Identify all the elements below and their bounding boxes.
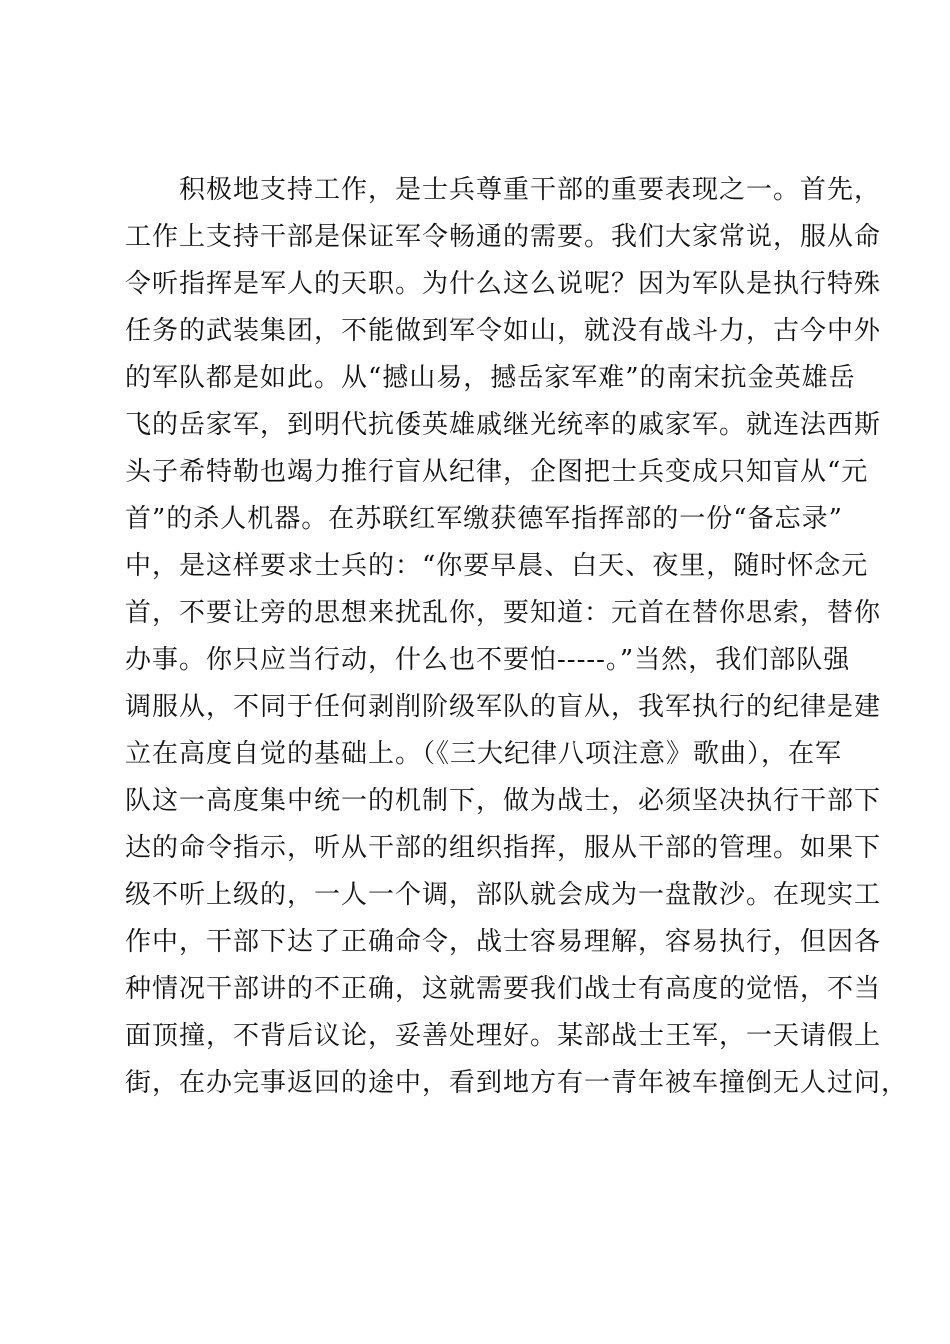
text-line: 中，是这样要求士兵的：“你要早晨、白天、夜里，随时怀念元 <box>125 551 869 581</box>
body-paragraph <box>125 167 909 1107</box>
text-line: 队这一高度集中统一的机制下，做为战士，必须坚决执行干部下 <box>125 786 882 816</box>
text-line: 积极地支持工作，是士兵尊重干部的重要表现之一。首先， <box>179 175 882 205</box>
text-line: 面顶撞，不背后议论，妥善处理好。某部战士王军，一天请假上 <box>125 1021 882 1051</box>
text-line: 的军队都是如此。从“撼山易，撼岳家军难”的南宋抗金英雄岳 <box>125 363 856 393</box>
text-line: 令听指挥是军人的天职。为什么这么说呢？因为军队是执行特殊 <box>125 269 882 299</box>
text-line: 作中，干部下达了正确命令，战士容易理解，容易执行，但因各 <box>125 927 882 957</box>
text-line: 首”的杀人机器。在苏联红军缴获德军指挥部的一份“备忘录” <box>125 504 843 534</box>
text-line: 种情况干部讲的不正确，这就需要我们战士有高度的觉悟，不当 <box>125 974 882 1004</box>
text-line: 级不听上级的，一人一个调，部队就会成为一盘散沙。在现实工 <box>125 880 882 910</box>
text-line: 任务的武装集团，不能做到军令如山，就没有战斗力，古今中外 <box>125 316 882 346</box>
text-line: 调服从，不同于任何剥削阶级军队的盲从，我军执行的纪律是建 <box>125 692 882 722</box>
text-line: 街，在办完事返回的途中，看到地方有一青年被车撞倒无人过问， <box>125 1068 909 1098</box>
text-line: 办事。你只应当行动，什么也不要怕-----。”当然，我们部队强 <box>125 645 851 675</box>
text-line: 工作上支持干部是保证军令畅通的需要。我们大家常说，服从命 <box>125 222 882 252</box>
text-line: 立在高度自觉的基础上。（《三大纪律八项注意》歌曲），在军 <box>125 739 843 769</box>
text-line: 达的命令指示，听从干部的组织指挥，服从干部的管理。如果下 <box>125 833 882 863</box>
text-line: 头子希特勒也竭力推行盲从纪律，企图把士兵变成只知盲从“元 <box>125 457 869 487</box>
text-line: 首，不要让旁的思想来扰乱你，要知道：元首在替你思索，替你 <box>125 598 882 628</box>
text-line: 飞的岳家军，到明代抗倭英雄戚继光统率的戚家军。就连法西斯 <box>125 410 882 440</box>
